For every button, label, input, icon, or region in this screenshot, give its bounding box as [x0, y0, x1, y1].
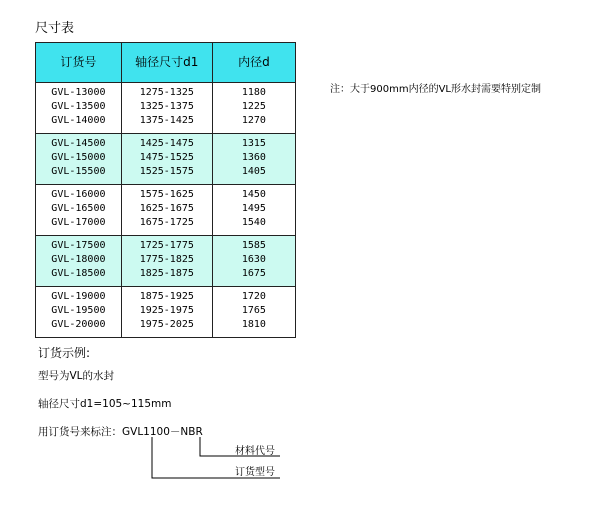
- cell-inner-diameter: 1450: [212, 185, 295, 204]
- cell-order-number: GVL-18000: [36, 254, 122, 268]
- cell-shaft-diameter: 1875-1925: [121, 287, 212, 306]
- cell-inner-diameter: 1360: [212, 152, 295, 166]
- cell-inner-diameter: 1675: [212, 268, 295, 287]
- cell-inner-diameter: 1630: [212, 254, 295, 268]
- cell-inner-diameter: 1810: [212, 319, 295, 338]
- cell-shaft-diameter: 1625-1675: [121, 203, 212, 217]
- cell-inner-diameter: 1315: [212, 134, 295, 153]
- model-line: 型号为VL的水封: [38, 370, 115, 382]
- shaft-diameter-line: 轴径尺寸d1=105~115mm: [38, 398, 172, 410]
- cell-order-number: GVL-14000: [36, 115, 122, 134]
- cell-order-number: GVL-14500: [36, 134, 122, 153]
- cell-shaft-diameter: 1825-1875: [121, 268, 212, 287]
- cell-shaft-diameter: 1525-1575: [121, 166, 212, 185]
- cell-shaft-diameter: 1375-1425: [121, 115, 212, 134]
- cell-inner-diameter: 1765: [212, 305, 295, 319]
- order-code-line: 用订货号来标注：GVL1100－NBR: [38, 426, 203, 438]
- cell-inner-diameter: 1585: [212, 236, 295, 255]
- cell-shaft-diameter: 1725-1775: [121, 236, 212, 255]
- cell-shaft-diameter: 1425-1475: [121, 134, 212, 153]
- cell-order-number: GVL-20000: [36, 319, 122, 338]
- cell-order-number: GVL-19000: [36, 287, 122, 306]
- order-model-label: 订货型号: [235, 467, 275, 478]
- cell-order-number: GVL-16000: [36, 185, 122, 204]
- cell-order-number: GVL-15500: [36, 166, 122, 185]
- section-title: 尺寸表: [35, 21, 75, 36]
- header-shaft-diameter: 轴径尺寸d1: [121, 43, 212, 83]
- cell-inner-diameter: 1225: [212, 101, 295, 115]
- cell-order-number: GVL-18500: [36, 268, 122, 287]
- cell-inner-diameter: 1180: [212, 83, 295, 102]
- cell-order-number: GVL-17500: [36, 236, 122, 255]
- cell-shaft-diameter: 1925-1975: [121, 305, 212, 319]
- material-code-label: 材料代号: [235, 446, 275, 457]
- cell-order-number: GVL-15000: [36, 152, 122, 166]
- custom-note: 注：大于900mm内径的VL形水封需要特别定制: [330, 84, 541, 95]
- header-order-number: 订货号: [36, 43, 122, 83]
- cell-order-number: GVL-13500: [36, 101, 122, 115]
- cell-order-number: GVL-13000: [36, 83, 122, 102]
- cell-order-number: GVL-16500: [36, 203, 122, 217]
- cell-order-number: GVL-19500: [36, 305, 122, 319]
- header-inner-diameter: 内径d: [212, 43, 295, 83]
- cell-inner-diameter: 1540: [212, 217, 295, 236]
- cell-shaft-diameter: 1775-1825: [121, 254, 212, 268]
- cell-inner-diameter: 1270: [212, 115, 295, 134]
- cell-inner-diameter: 1405: [212, 166, 295, 185]
- cell-shaft-diameter: 1975-2025: [121, 319, 212, 338]
- cell-shaft-diameter: 1325-1375: [121, 101, 212, 115]
- order-example-title: 订货示例:: [38, 346, 91, 360]
- cell-inner-diameter: 1720: [212, 287, 295, 306]
- cell-shaft-diameter: 1575-1625: [121, 185, 212, 204]
- cell-order-number: GVL-17000: [36, 217, 122, 236]
- cell-shaft-diameter: 1475-1525: [121, 152, 212, 166]
- cell-inner-diameter: 1495: [212, 203, 295, 217]
- cell-shaft-diameter: 1675-1725: [121, 217, 212, 236]
- cell-shaft-diameter: 1275-1325: [121, 83, 212, 102]
